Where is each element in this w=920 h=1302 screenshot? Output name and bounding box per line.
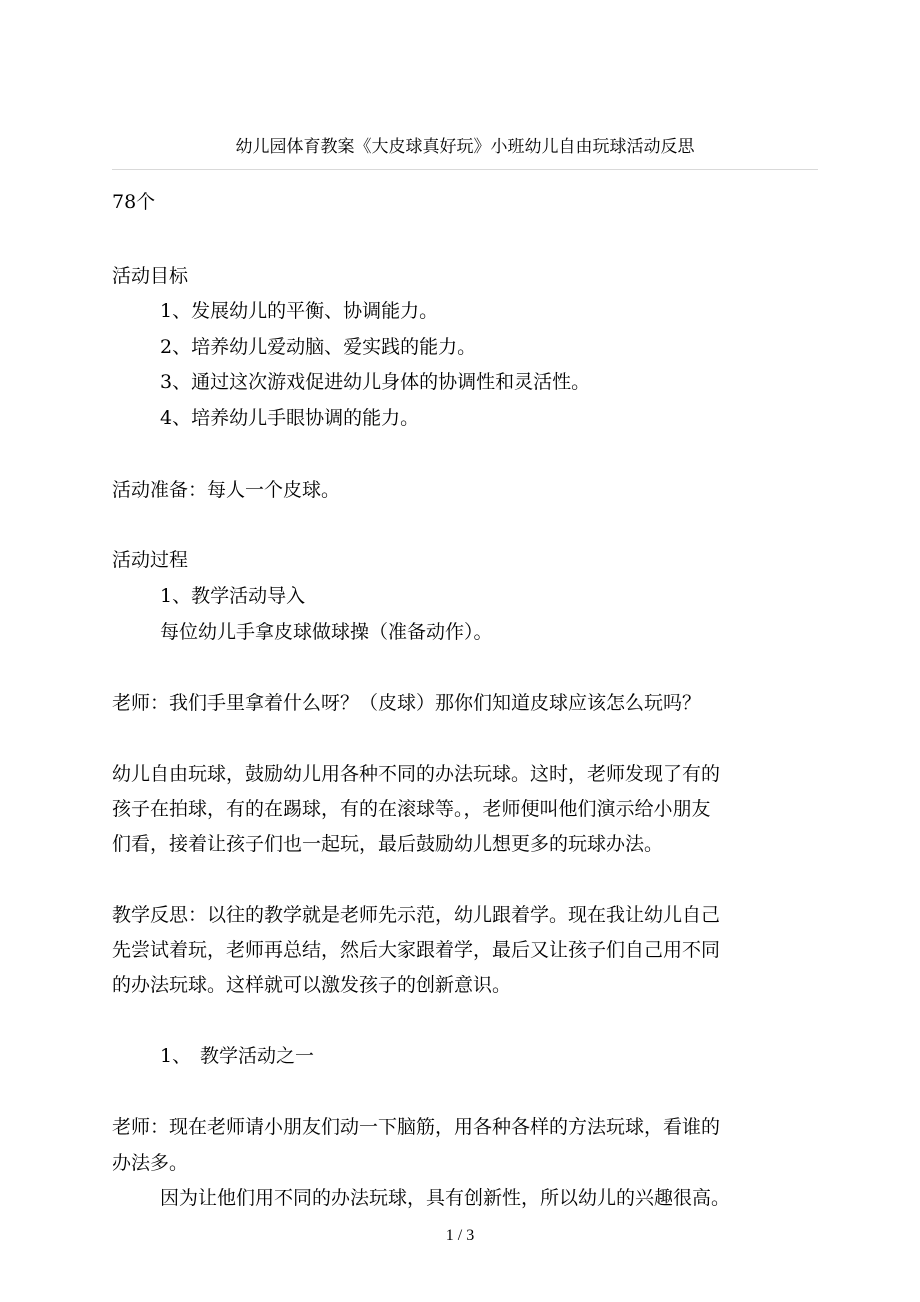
teacher-instruction-line-2: 办法多。 (112, 1152, 189, 1174)
reflection-line-2: 先尝试着玩，老师再总结，然后大家跟着学，最后又让孩子们自己用不同 (112, 939, 721, 961)
final-paragraph: 因为让他们用不同的办法玩球，具有创新性，所以幼儿的兴趣很高。 (160, 1187, 731, 1209)
free-play-line-1: 幼儿自由玩球，鼓励幼儿用各种不同的办法玩球。这时，老师发现了有的 (112, 763, 721, 785)
goal-item-3: 3、通过这次游戏促进幼儿身体的协调性和灵活性。 (160, 371, 591, 393)
count-line: 78个 (112, 191, 156, 213)
free-play-line-2: 孩子在拍球，有的在踢球，有的在滚球等。，老师便叫他们演示给小朋友 (112, 798, 711, 820)
process-step-1: 1、教学活动导入 (160, 585, 306, 607)
reflection-line-1: 教学反思：以往的教学就是老师先示范，幼儿跟着学。现在我让幼儿自己 (112, 904, 721, 926)
process-step-1-text: 每位幼儿手拿皮球做球操（准备动作）。 (160, 621, 493, 643)
teacher-question: 老师：我们手里拿着什么呀？（皮球）那你们知道皮球应该怎么玩吗？ (112, 692, 702, 714)
goal-item-4: 4、培养幼儿手眼协调的能力。 (160, 407, 420, 429)
header-divider (112, 169, 818, 170)
preparation-line: 活动准备：每人一个皮球。 (112, 479, 341, 501)
section-2-title: 教学活动之一 (200, 1045, 315, 1067)
teacher-instruction-line-1: 老师：现在老师请小朋友们动一下脑筋，用各种各样的方法玩球，看谁的 (112, 1116, 721, 1138)
section-2-number: 1、 (160, 1045, 192, 1067)
page-number: 1 / 3 (445, 1227, 475, 1244)
goals-heading: 活动目标 (112, 265, 189, 287)
goal-item-2: 2、培养幼儿爱动脑、爱实践的能力。 (160, 336, 477, 358)
process-heading: 活动过程 (112, 549, 189, 571)
goal-item-1: 1、发展幼儿的平衡、协调能力。 (160, 300, 439, 322)
reflection-line-3: 的办法玩球。这样就可以激发孩子的创新意识。 (112, 974, 512, 996)
free-play-line-3: 们看，接着让孩子们也一起玩，最后鼓励幼儿想更多的玩球办法。 (112, 833, 664, 855)
page-header-title: 幼儿园体育教案《大皮球真好玩》小班幼儿自由玩球活动反思 (235, 137, 695, 157)
